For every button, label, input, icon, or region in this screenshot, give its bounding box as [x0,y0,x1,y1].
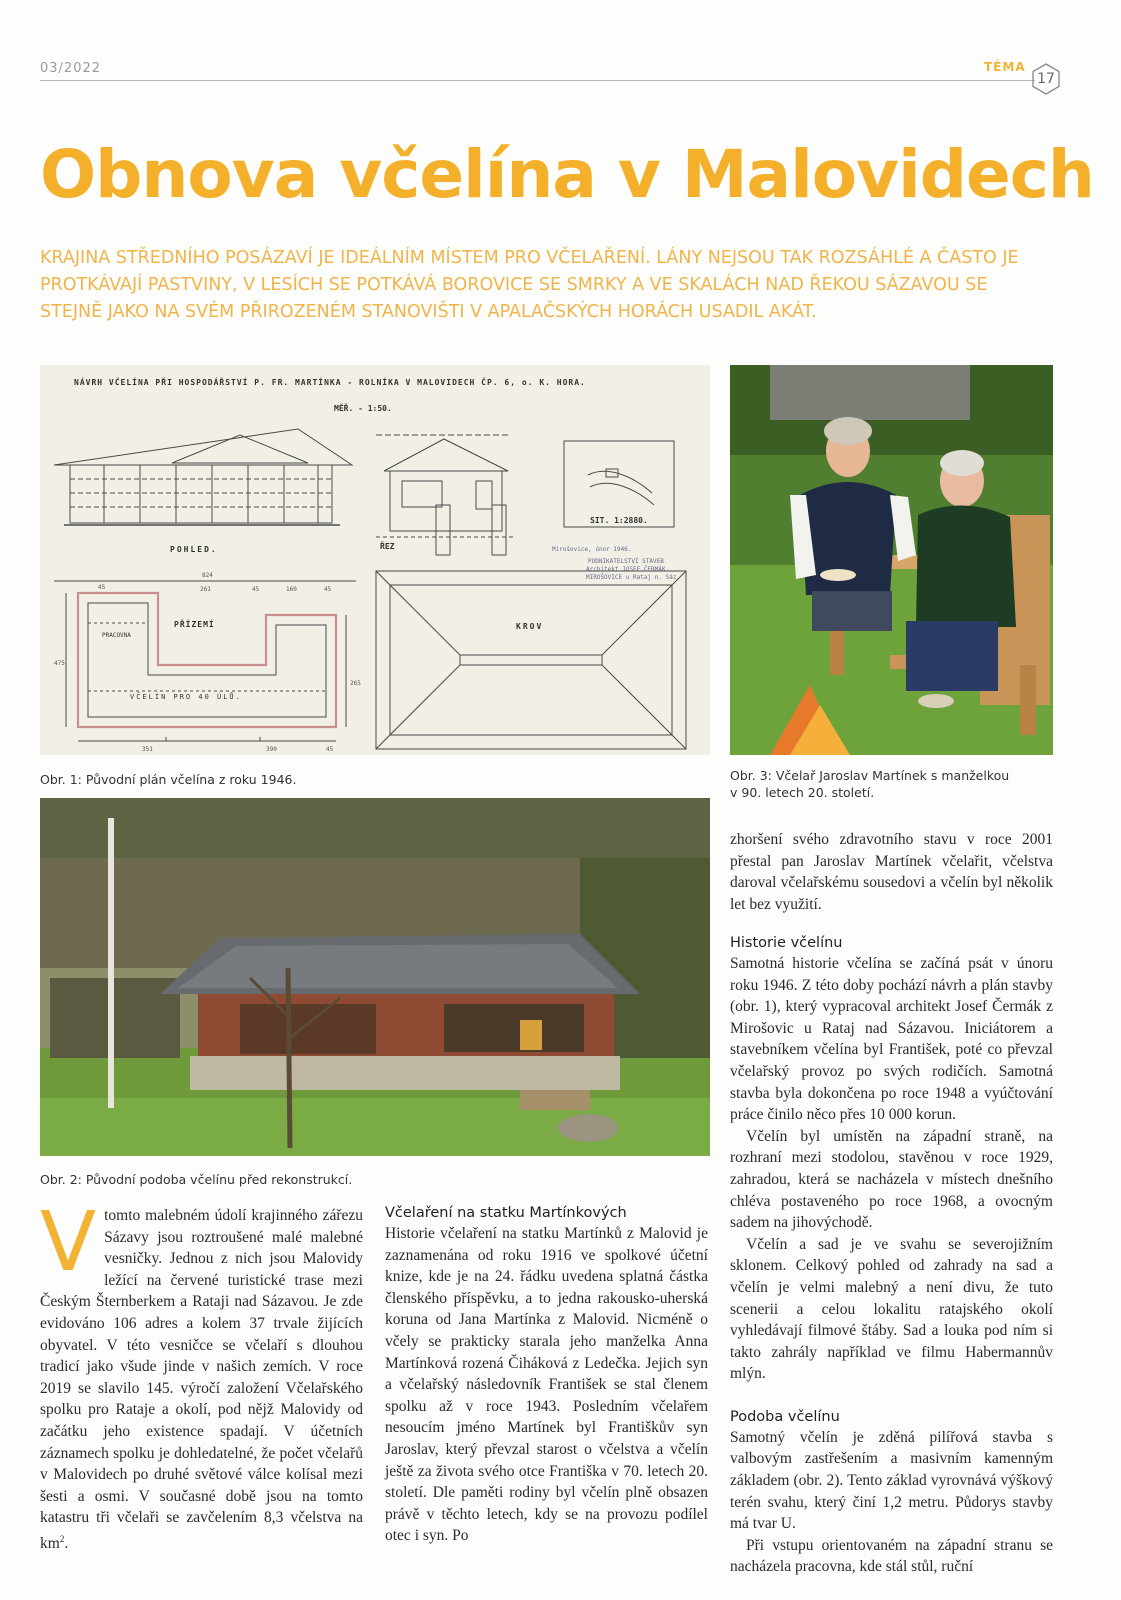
heading-vcelareni: Včelaření na statku Martínkových [385,1205,627,1221]
section-label: TÉMA [984,60,1026,74]
header-rule [40,80,1035,81]
heading-podoba: Podoba včelínu [730,1408,840,1425]
article-title: Obnova včelína v Malovidech [40,136,1094,213]
svg-text:45: 45 [324,586,332,593]
page-number: 17 [1037,71,1055,87]
figure-2-photo [40,798,710,1156]
figure-2-caption: Obr. 2: Původní podoba včelínu před rekonstrukcí. [40,1172,353,1187]
right-paragraph-4: Samotný včelín je zděná pilířová stavba s valbovým zastřešením a masivním kamenným základem (obr. 2). Tento základ vyrovnává výškový terén svahu, který činí 1,2 metru. Půdorys stavby má tvar U. [730,1428,1053,1533]
figure-1-plan [40,365,710,755]
right-paragraph-5: Při vstupu orientovaném na západní stranu se nacházela pracovna, kde stál stůl, ruční [730,1536,1053,1576]
right-column-top [730,829,1053,915]
left-column [40,1195,363,1555]
right-top-paragraph: zhoršení svého zdravotního stavu v roce 2001 přestal pan Jaroslav Martínek včelařit, včelstva daroval včelařskému sousedovi a včelín byl několik let bez využití. [730,831,1053,913]
svg-text:45: 45 [252,586,260,593]
right-paragraph-2: Včelín byl umístěn na západní straně, na rozhraní mezi stodolou, stavěnou v roce 1929, zahradou, která se nacházela v místech dnešního chléva postaveného po roce 1968, a ovocným sadem na jihovýchodě. [730,1127,1053,1232]
svg-text:261: 261 [200,586,211,593]
svg-text:351: 351 [142,746,153,753]
svg-text:824: 824 [202,572,213,579]
plan-label-prizemi: PŘÍZEMÍ [174,620,215,629]
svg-text:Architekt JOSEF ČERMÁK: Architekt JOSEF ČERMÁK [586,566,666,573]
svg-text:PODNIKATELSTVÍ STAVEB: PODNIKATELSTVÍ STAVEB [588,558,664,565]
plan-heading: NÁVRH VČELÍNA PŘI HOSPODÁŘSTVÍ P. FR. MARTÍNKA - ROLNÍKA V MALOVIDECH ČP. 6, o. K. HORA. [74,378,586,387]
right-paragraph-3: Včelín a sad je ve svahu se severojižním sklonem. Celkový pohled od zahrady na sad a včelín je velmi malebný a není divu, že tuto scenerii a celou lokalitu ratajského okolí vyhledávají filmové štáby. Sad a louka pod ním si takto zahrály například ve filmu Habermannův mlýn. [730,1235,1053,1383]
figure-3-caption [730,767,1053,801]
svg-text:265: 265 [350,680,361,687]
drop-cap: V [40,1195,97,1290]
svg-text:45: 45 [326,746,334,753]
svg-text:45: 45 [98,584,106,591]
article-lead: KRAJINA STŘEDNÍHO POSÁZAVÍ JE IDEÁLNÍM MÍSTEM PRO VČELAŘENÍ. LÁNY NEJSOU TAK ROZSÁHLÉ A ČASTO JE PROTKÁVAJÍ PASTVINY, V LESÍCH SE POTKÁVÁ BOROVICE SE SMRKY A VE SKALÁCH NAD ŘEKOU SÁZAVOU SE STEJNĚ JAKO NA SVÉM PŘIROZENÉM STANOVIŠTI V APALAČSKÝCH HORÁCH USADIL AKÁT. [40,248,1019,322]
svg-text:Mirošovice, únor 1946.: Mirošovice, únor 1946. [552,546,632,553]
right-paragraph-1: Samotná historie včelína se začíná psát v únoru roku 1946. Z této doby pochází návrh a plán stavby (obr. 1), který vypracoval architekt Josef Čermák z Mirošovic u Rataj nad Sázavou. Iniciátorem a stavebníkem včelína byl František, poté co převzal včelařský provoz po svých rodičích. Samotná stavba byla dokončena po roce 1948 a vyúčtování práce činilo něco přes 10 000 korun. [730,955,1053,1124]
left-paragraph-1: Vtomto malebném údolí krajinného zářezu Sázavy jsou roztroušené malé malebné vesničky. Jednou z nich jsou Malovidy ležící na červené turistické trase mezi Českým Šternberkem a Rataji nad Sázavou. Je zde evidováno 106 adres a kolem 37 trvale žijících obyvatel. V této vesničce se včelaří s dlouhou tradicí jako všude jinde v našich zemích. V roce 2019 se slavilo 145. výročí založení Včelařského spolku pro Rataje a okolí, pod nějž Malovidy od začátku jeho existence spadají. V účetních záznamech spolku je dohledatelné, že počet včelařů v Malovidech po druhé světové válce kolísal mezi šesti a osmi. V současné době jsou na tomto katastru tři včelaři se zavčelením 8,3 včelstva na $km^2$. [40,1195,363,1553]
plan-site-drawing [564,441,674,527]
plan-elevation-drawing [54,429,352,525]
plan-dimensions [54,572,361,753]
svg-text:160: 160 [286,586,297,593]
figure-1-caption: Obr. 1: Původní plán včelína z roku 1946. [40,772,297,787]
plan-floor-drawing [54,581,356,741]
figure-3-caption-line-2: v 90. letech 20. století. [730,785,875,800]
figure-3-photo [730,365,1053,755]
svg-text:475: 475 [54,660,65,667]
plan-label-krov: KROV [516,622,544,631]
plan-scale: MĚŘ. - 1:50. [334,404,392,413]
heading-historie: Historie včelínu [730,935,843,951]
right-column [730,933,1053,1578]
figure-3-caption-line-1: Obr. 3: Včelař Jaroslav Martínek s manželkou [730,768,1010,783]
plan-label-pohled: POHLED. [170,545,218,554]
plan-label-vcelin: VČELÍN PRO 40 ÚLŮ. [130,693,242,701]
middle-paragraph-1: Historie včelaření na statku Martínků z Malovid je zaznamenána od roku 1916 ve spolkové účetní knize, kde je na 24. řádku uvedena splatná částka členského příspěvku, a to jedna rakousko-uherská koruna od Jana Martínka z Malovid. Nicméně o včely se prakticky starala jeho manželka Anna Martínková rozená Čiháková z Ledečka. Jejich syn a včelařský následovník František se stal členem spolku až v roce 1943. Posledním včelařem nesoucím jméno Martínek byl Františkův syn Jaroslav, který převzal starost o včelstva a včelín ještě za života svého otce Františka v 70. letech 20. století. Dle paměti rodiny byl včelín plně obsazen právě v těchto letech, kdy se na provozu podílel otec i syn. Po [385,1225,708,1545]
plan-roof-drawing [376,571,686,749]
plan-label-pracovna: PRACOVNA [102,632,131,639]
plan-section-drawing [376,435,516,555]
plan-stamp [552,546,680,581]
superscript-2: 2 [59,1533,65,1544]
svg-text:MIROŠOVICE u Rataj n. Sáz.: MIROŠOVICE u Rataj n. Sáz. [586,574,680,581]
plan-label-sit: SIT. 1:2880. [590,516,648,525]
middle-column [385,1203,708,1547]
issue-number: 03/2022 [40,61,102,76]
plan-label-rez: ŘEZ [380,542,395,551]
svg-text:390: 390 [266,746,277,753]
